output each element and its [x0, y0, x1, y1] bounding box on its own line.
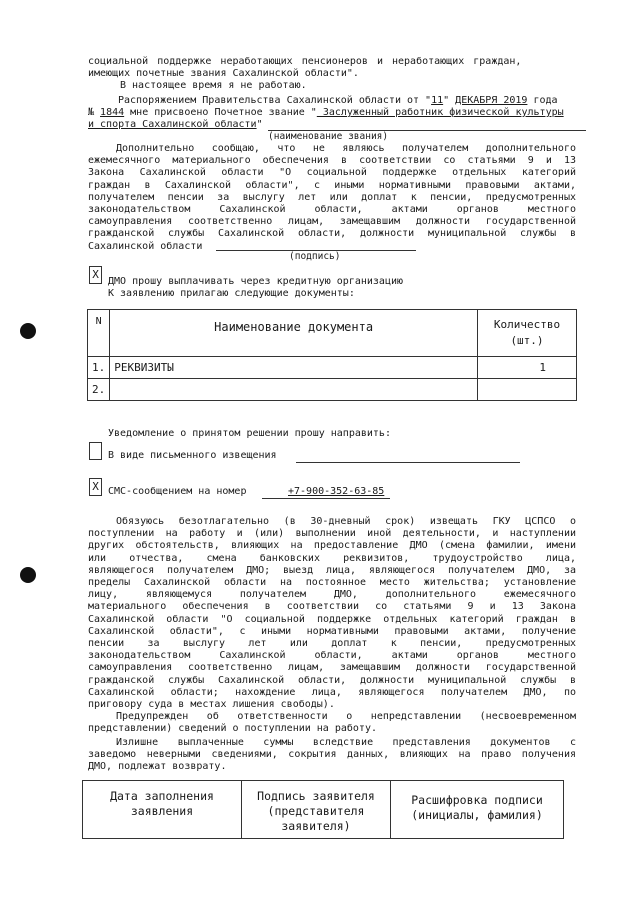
col-header-number: N: [88, 310, 110, 357]
sms-checkbox[interactable]: X: [89, 478, 102, 496]
documents-table: [87, 309, 577, 401]
additional-line: законодательством Сахалинской области, актами органов местного: [88, 204, 576, 216]
overpaid-line: Излишне выплаченные суммы вследствие представления документов с: [116, 737, 576, 748]
row-doc-name: РЕКВИЗИТЫ: [110, 357, 478, 379]
written-notice-line: [296, 462, 520, 463]
attach-label: К заявлению прилагаю следующие документы:: [108, 288, 355, 299]
obligation-line: Сахалинской области "О социальной поддержке отдельных категорий граждан в: [88, 613, 576, 625]
additional-line: Сахалинской области: [88, 240, 203, 252]
overpaid-paragraph: [88, 737, 576, 774]
sms-text: СМС-сообщением на номер: [108, 486, 247, 497]
table-row: [88, 379, 577, 401]
additional-line: граждан в Сахалинской области", с иными нормативными правовыми актами,: [88, 179, 576, 191]
additional-line: Закона Сахалинской области "О социальной поддержке отдельных категорий: [88, 167, 576, 179]
row-doc-qty: 1: [478, 357, 577, 379]
decree-title-prefix: мне присвоено Почетное звание ": [124, 107, 317, 118]
obligation-line: Сахалинской области; нахождение лица, являющегося получателем ДМО, по: [88, 686, 576, 698]
obligation-line: или отчества, смена банковских реквизитов, трудоустройство лица,: [88, 552, 576, 564]
qty-header-line1: Количество: [493, 318, 561, 331]
title-caption: (наименование звания): [268, 131, 389, 142]
decode-cell[interactable]: [391, 781, 564, 839]
warning-line: представлении) сведений о поступлении на работу.: [88, 723, 377, 735]
decree-title-close: ": [256, 119, 263, 130]
credit-org-text: ДМО прошу выплачивать через кредитную организацию: [108, 276, 404, 287]
decree-suffix: года: [527, 95, 558, 106]
not-working-text: В настоящее время я не работаю.: [120, 80, 307, 91]
additional-line: получателем пенсии за выслугу лет или доплат к пенсии, предусмотренных: [88, 191, 576, 203]
row-number: 2.: [88, 379, 110, 401]
sign-label-line1: Подпись заявителя: [257, 789, 375, 803]
sign-cell[interactable]: [242, 781, 391, 839]
date-label-line2: заявления: [130, 804, 194, 818]
obligation-line: самоуправления соответственно лицам, замещавшим должности государственной: [88, 662, 576, 674]
credit-org-checkbox[interactable]: X: [89, 266, 102, 284]
obligation-line: других обстоятельств, влияющих на предоставление ДМО (смена фамилии, имени: [88, 540, 576, 552]
decree-mid: ": [443, 95, 456, 106]
row-doc-qty: [478, 379, 577, 401]
decree-month-year: ДЕКАБРЯ 2019: [455, 95, 528, 106]
obligation-line: лицу, являющемуся получателем ДМО, дополнительного ежемесячного: [88, 589, 576, 601]
decree-number-prefix: №: [88, 107, 101, 118]
intro-line-2: имеющих почетные звания Сахалинской области".: [88, 68, 359, 79]
obligation-line: материального обеспечения в соответствии со статьями 9 и 13 Закона: [88, 601, 576, 613]
col-header-name: Наименование документа: [110, 310, 478, 357]
decree-line-1: [118, 95, 558, 107]
obligation-line: Сахалинской области", с иными нормативными правовыми актами, получение: [88, 625, 576, 637]
decree-line-3: [88, 119, 263, 131]
date-cell[interactable]: [83, 781, 242, 839]
obligation-line: законодательством Сахалинской области, актами органов местного: [88, 650, 576, 662]
obligation-line: гражданской службы Сахалинской области, должности муниципальной службы в: [88, 674, 576, 686]
additional-line: гражданской службы Сахалинской области, должности муниципальной службы в: [88, 228, 576, 240]
signature-caption: (подпись): [289, 251, 341, 262]
honorary-title-part2: и спорта Сахалинской области: [88, 119, 257, 130]
obligation-line: пенсии за выслугу лет или доплат к пенсии, предусмотренных: [88, 638, 576, 650]
warning-paragraph: [88, 711, 576, 735]
intro-line-1: социальной поддержке неработающих пенсионеров и неработающих граждан,: [88, 56, 522, 67]
honorary-title-part1: Заслуженный работник физической культуры: [316, 107, 564, 118]
decree-day: 11: [431, 95, 444, 106]
sign-label-line3: заявителя): [281, 819, 351, 833]
additional-line: Дополнительно сообщаю, что не являюсь получателем дополнительного: [116, 143, 576, 154]
additional-paragraph: [88, 143, 576, 253]
obligation-line: Обязуюсь безотлагательно (в 30-дневный срок) извещать ГКУ ЦСПСО о: [116, 516, 576, 527]
table-row: [88, 357, 577, 379]
decree-number: 1844: [100, 107, 125, 118]
decree-line-2: [88, 107, 564, 119]
punch-hole-top: [20, 323, 36, 339]
sms-phone-line: [262, 498, 390, 499]
decode-label-line1: Расшифровка подписи: [411, 793, 543, 807]
additional-line: ежемесячного материального обеспечения в соответствии со статьями 9 и 13: [88, 155, 576, 167]
notice-label: Уведомление о принятом решении прошу направить:: [108, 428, 391, 439]
sms-phone-number: +7-900-352-63-85: [288, 486, 385, 497]
row-doc-name: [110, 379, 478, 401]
obligation-line: пределы Сахалинской области на постоянное место жительства; установление: [88, 577, 576, 589]
obligation-line: являющегося получателем ДМО; выезд лица, являющегося получателем ДМО, за: [88, 564, 576, 576]
punch-hole-bottom: [20, 567, 36, 583]
obligation-line: приговору суда в местах лишения свободы).: [88, 699, 335, 711]
warning-line: Предупрежден об ответственности о непредставлении (несвоевременном: [116, 711, 576, 722]
overpaid-line: заведомо неверными сведениями, сокрытия данных, влияющих на право получения: [88, 749, 576, 761]
obligation-line: поступлении на работу и (или) выполнении иной деятельности, и наступлении: [88, 528, 576, 540]
row-number: 1.: [88, 357, 110, 379]
written-notice-checkbox[interactable]: [89, 442, 102, 460]
col-header-quantity: [478, 310, 577, 357]
signature-table: [82, 780, 564, 839]
obligation-paragraph: [88, 516, 576, 711]
qty-header-line2: (шт.): [510, 334, 544, 347]
written-notice-text: В виде письменного извещения: [108, 450, 277, 461]
overpaid-line: ДМО, подлежат возврату.: [88, 761, 227, 773]
additional-line: самоуправления соответственно лицам, замещавшим должности государственной: [88, 216, 576, 228]
sign-label-line2: (представителя: [267, 804, 365, 818]
decree-prefix: Распоряжением Правительства Сахалинской области от ": [118, 95, 432, 106]
decode-label-line2: (инициалы, фамилия): [411, 808, 543, 822]
date-label-line1: Дата заполнения: [110, 789, 214, 803]
